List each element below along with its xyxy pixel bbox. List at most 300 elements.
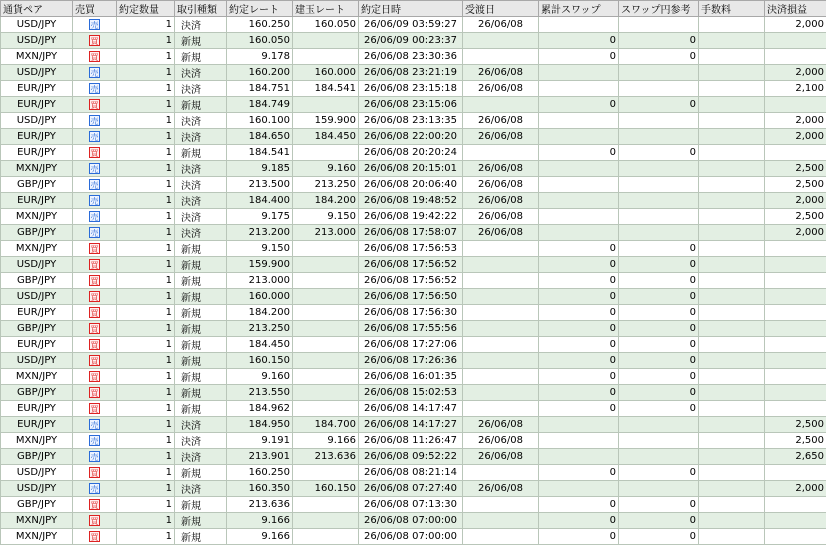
cell-side [73, 353, 117, 369]
cell-delivery: 26/06/08 [463, 113, 539, 129]
table-row[interactable] [1, 465, 826, 481]
cell-swap-ref [619, 81, 699, 97]
cell-pnl [765, 529, 826, 545]
buy-badge-icon: 買 [90, 532, 99, 542]
cell-type: 新規 [175, 49, 227, 65]
table-row[interactable] [1, 49, 826, 65]
cell-datetime: 26/06/08 14:17:27 [359, 417, 463, 433]
cell-pnl: 2,000 [765, 65, 826, 81]
cell-pos-rate [293, 385, 359, 401]
cell-qty: 1 [117, 257, 175, 273]
cell-fee [699, 161, 765, 177]
cell-pair: USD/JPY [1, 33, 73, 49]
cell-datetime: 26/06/08 08:21:14 [359, 465, 463, 481]
cell-side [73, 337, 117, 353]
table-row[interactable] [1, 305, 826, 321]
table-row[interactable] [1, 257, 826, 273]
sell-badge-icon: 売 [90, 68, 99, 78]
table-row[interactable] [1, 321, 826, 337]
cell-swap: 0 [539, 145, 619, 161]
table-row[interactable] [1, 241, 826, 257]
cell-datetime: 26/06/08 07:00:00 [359, 513, 463, 529]
header-fee[interactable]: 手数料 [699, 1, 765, 17]
cell-swap [539, 129, 619, 145]
cell-rate: 184.751 [227, 81, 293, 97]
cell-pnl [765, 97, 826, 113]
sell-badge-icon: 売 [90, 420, 99, 430]
cell-type: 新規 [175, 289, 227, 305]
cell-rate: 9.160 [227, 369, 293, 385]
cell-datetime: 26/06/08 14:17:47 [359, 401, 463, 417]
cell-swap: 0 [539, 385, 619, 401]
table-row[interactable] [1, 513, 826, 529]
cell-side [73, 193, 117, 209]
cell-fee [699, 385, 765, 401]
cell-pnl [765, 385, 826, 401]
cell-swap: 0 [539, 273, 619, 289]
cell-swap-ref [619, 177, 699, 193]
buy-badge-icon: 買 [90, 100, 99, 110]
cell-qty: 1 [117, 449, 175, 465]
table-row[interactable] [1, 481, 826, 497]
cell-pnl [765, 353, 826, 369]
cell-type: 新規 [175, 33, 227, 49]
cell-delivery [463, 529, 539, 545]
cell-pnl [765, 273, 826, 289]
table-row[interactable] [1, 129, 826, 145]
cell-pnl: 2,500 [765, 209, 826, 225]
table-row[interactable] [1, 113, 826, 129]
cell-side [73, 241, 117, 257]
table-row[interactable] [1, 81, 826, 97]
cell-datetime: 26/06/08 20:06:40 [359, 177, 463, 193]
cell-delivery [463, 385, 539, 401]
table-row[interactable] [1, 209, 826, 225]
sell-badge-icon: 売 [90, 180, 99, 190]
cell-delivery: 26/06/08 [463, 17, 539, 33]
cell-side [73, 257, 117, 273]
cell-delivery [463, 97, 539, 113]
cell-swap [539, 209, 619, 225]
cell-pos-rate: 184.200 [293, 193, 359, 209]
cell-datetime: 26/06/08 17:56:53 [359, 241, 463, 257]
table-row[interactable] [1, 65, 826, 81]
buy-badge-icon: 買 [90, 36, 99, 46]
cell-type: 新規 [175, 513, 227, 529]
cell-pnl [765, 241, 826, 257]
sell-badge-icon: 売 [90, 228, 99, 238]
header-swap[interactable]: 累計スワップ [539, 1, 619, 17]
cell-datetime: 26/06/08 23:21:19 [359, 65, 463, 81]
cell-delivery [463, 305, 539, 321]
cell-side [73, 273, 117, 289]
cell-pnl: 2,000 [765, 17, 826, 33]
cell-type: 決済 [175, 225, 227, 241]
cell-fee [699, 417, 765, 433]
buy-badge-icon: 買 [90, 468, 99, 478]
cell-swap: 0 [539, 529, 619, 545]
buy-badge-icon: 買 [90, 324, 99, 334]
cell-fee [699, 433, 765, 449]
cell-pnl [765, 513, 826, 529]
header-side[interactable]: 売買 [73, 1, 117, 17]
cell-fee [699, 465, 765, 481]
cell-swap: 0 [539, 257, 619, 273]
cell-pnl: 2,000 [765, 113, 826, 129]
cell-qty: 1 [117, 161, 175, 177]
cell-pnl [765, 257, 826, 273]
table-row[interactable] [1, 193, 826, 209]
cell-type: 決済 [175, 17, 227, 33]
cell-pos-rate: 213.000 [293, 225, 359, 241]
cell-type: 新規 [175, 257, 227, 273]
header-pair[interactable]: 通貨ペア [1, 1, 73, 17]
cell-qty: 1 [117, 65, 175, 81]
cell-qty: 1 [117, 193, 175, 209]
buy-badge-icon: 買 [90, 340, 99, 350]
table-row[interactable] [1, 177, 826, 193]
cell-swap [539, 417, 619, 433]
cell-fee [699, 497, 765, 513]
cell-rate: 213.901 [227, 449, 293, 465]
cell-pair: MXN/JPY [1, 209, 73, 225]
cell-qty: 1 [117, 81, 175, 97]
cell-side [73, 369, 117, 385]
cell-datetime: 26/06/08 17:56:30 [359, 305, 463, 321]
table-row[interactable] [1, 497, 826, 513]
cell-swap-ref: 0 [619, 145, 699, 161]
cell-pos-rate [293, 401, 359, 417]
cell-qty: 1 [117, 433, 175, 449]
cell-pair: GBP/JPY [1, 497, 73, 513]
table-row[interactable] [1, 401, 826, 417]
cell-fee [699, 209, 765, 225]
cell-fee [699, 65, 765, 81]
cell-swap [539, 81, 619, 97]
cell-rate: 184.749 [227, 97, 293, 113]
cell-fee [699, 49, 765, 65]
cell-type: 決済 [175, 81, 227, 97]
cell-swap: 0 [539, 321, 619, 337]
buy-badge-icon: 買 [90, 372, 99, 382]
cell-type: 決済 [175, 177, 227, 193]
cell-swap: 0 [539, 49, 619, 65]
cell-qty: 1 [117, 305, 175, 321]
cell-swap-ref: 0 [619, 241, 699, 257]
table-row[interactable] [1, 337, 826, 353]
cell-pnl: 2,650 [765, 449, 826, 465]
cell-qty: 1 [117, 385, 175, 401]
cell-qty: 1 [117, 289, 175, 305]
cell-swap-ref: 0 [619, 337, 699, 353]
cell-delivery [463, 353, 539, 369]
cell-fee [699, 289, 765, 305]
header-swap-ref[interactable]: スワップ円参考 [619, 1, 699, 17]
table-row[interactable] [1, 97, 826, 113]
cell-rate: 184.450 [227, 337, 293, 353]
sell-badge-icon: 売 [90, 196, 99, 206]
cell-qty: 1 [117, 145, 175, 161]
cell-swap-ref: 0 [619, 49, 699, 65]
table-row[interactable] [1, 433, 826, 449]
cell-datetime: 26/06/08 20:20:24 [359, 145, 463, 161]
cell-pos-rate: 184.450 [293, 129, 359, 145]
cell-rate: 160.200 [227, 65, 293, 81]
cell-swap-ref [619, 193, 699, 209]
cell-fee [699, 305, 765, 321]
cell-datetime: 26/06/08 15:02:53 [359, 385, 463, 401]
cell-qty: 1 [117, 529, 175, 545]
cell-datetime: 26/06/08 16:01:35 [359, 369, 463, 385]
cell-swap-ref [619, 417, 699, 433]
table-row[interactable] [1, 529, 826, 545]
cell-pos-rate: 9.150 [293, 209, 359, 225]
cell-side [73, 529, 117, 545]
cell-pnl: 2,500 [765, 177, 826, 193]
table-row[interactable] [1, 289, 826, 305]
header-qty[interactable]: 約定数量 [117, 1, 175, 17]
cell-type: 新規 [175, 305, 227, 321]
cell-datetime: 26/06/08 09:52:22 [359, 449, 463, 465]
cell-qty: 1 [117, 241, 175, 257]
cell-rate: 9.185 [227, 161, 293, 177]
table-row[interactable] [1, 33, 826, 49]
table-row[interactable] [1, 417, 826, 433]
cell-swap-ref: 0 [619, 33, 699, 49]
cell-swap-ref: 0 [619, 401, 699, 417]
table-row[interactable] [1, 369, 826, 385]
cell-side [73, 481, 117, 497]
cell-pos-rate [293, 49, 359, 65]
header-pnl[interactable]: 決済損益 [765, 1, 826, 17]
cell-pnl [765, 49, 826, 65]
cell-swap-ref [619, 481, 699, 497]
cell-pair: USD/JPY [1, 65, 73, 81]
cell-datetime: 26/06/08 17:26:36 [359, 353, 463, 369]
cell-pair: EUR/JPY [1, 129, 73, 145]
cell-pnl [765, 401, 826, 417]
cell-fee [699, 449, 765, 465]
cell-pos-rate [293, 289, 359, 305]
cell-delivery [463, 241, 539, 257]
cell-pnl: 2,000 [765, 481, 826, 497]
cell-swap [539, 449, 619, 465]
cell-type: 新規 [175, 273, 227, 289]
cell-delivery: 26/06/08 [463, 449, 539, 465]
table-row[interactable] [1, 225, 826, 241]
cell-pair: USD/JPY [1, 289, 73, 305]
sell-badge-icon: 売 [90, 484, 99, 494]
cell-type: 新規 [175, 385, 227, 401]
cell-delivery [463, 145, 539, 161]
cell-pair: USD/JPY [1, 481, 73, 497]
cell-pnl [765, 33, 826, 49]
cell-qty: 1 [117, 369, 175, 385]
table-row[interactable] [1, 145, 826, 161]
cell-side [73, 497, 117, 513]
cell-side [73, 305, 117, 321]
header-delivery[interactable]: 受渡日 [463, 1, 539, 17]
cell-fee [699, 513, 765, 529]
cell-swap-ref [619, 433, 699, 449]
cell-swap-ref [619, 449, 699, 465]
cell-delivery: 26/06/08 [463, 417, 539, 433]
cell-fee [699, 481, 765, 497]
cell-delivery: 26/06/08 [463, 177, 539, 193]
cell-pair: EUR/JPY [1, 401, 73, 417]
cell-type: 決済 [175, 65, 227, 81]
cell-pos-rate: 159.900 [293, 113, 359, 129]
table-row[interactable] [1, 161, 826, 177]
header-type[interactable]: 取引種類 [175, 1, 227, 17]
cell-swap [539, 17, 619, 33]
cell-qty: 1 [117, 353, 175, 369]
cell-swap [539, 193, 619, 209]
cell-rate: 213.550 [227, 385, 293, 401]
table-row[interactable] [1, 273, 826, 289]
cell-pnl [765, 289, 826, 305]
cell-type: 新規 [175, 337, 227, 353]
cell-rate: 184.541 [227, 145, 293, 161]
cell-side [73, 65, 117, 81]
cell-fee [699, 33, 765, 49]
cell-rate: 213.636 [227, 497, 293, 513]
cell-pnl: 2,500 [765, 433, 826, 449]
cell-swap [539, 481, 619, 497]
cell-rate: 160.100 [227, 113, 293, 129]
cell-swap: 0 [539, 369, 619, 385]
cell-type: 新規 [175, 97, 227, 113]
cell-rate: 213.000 [227, 273, 293, 289]
cell-pos-rate [293, 305, 359, 321]
cell-type: 新規 [175, 369, 227, 385]
cell-side [73, 49, 117, 65]
cell-type: 新規 [175, 529, 227, 545]
cell-fee [699, 113, 765, 129]
cell-type: 新規 [175, 321, 227, 337]
cell-delivery [463, 273, 539, 289]
cell-swap [539, 225, 619, 241]
table-row[interactable] [1, 353, 826, 369]
cell-swap-ref: 0 [619, 257, 699, 273]
cell-pos-rate [293, 497, 359, 513]
cell-pos-rate [293, 145, 359, 161]
cell-side [73, 177, 117, 193]
cell-pnl [765, 321, 826, 337]
table-row[interactable] [1, 385, 826, 401]
cell-side [73, 225, 117, 241]
cell-delivery [463, 337, 539, 353]
cell-type: 新規 [175, 497, 227, 513]
cell-type: 新規 [175, 401, 227, 417]
table-row[interactable] [1, 449, 826, 465]
cell-swap-ref: 0 [619, 497, 699, 513]
cell-side [73, 161, 117, 177]
cell-fee [699, 81, 765, 97]
buy-badge-icon: 買 [90, 516, 99, 526]
cell-rate: 160.000 [227, 289, 293, 305]
cell-swap: 0 [539, 497, 619, 513]
header-datetime[interactable]: 約定日時 [359, 1, 463, 17]
cell-fee [699, 257, 765, 273]
cell-datetime: 26/06/09 00:23:37 [359, 33, 463, 49]
cell-delivery [463, 257, 539, 273]
buy-badge-icon: 買 [90, 356, 99, 366]
header-row [1, 1, 826, 17]
sell-badge-icon: 売 [90, 116, 99, 126]
cell-side [73, 289, 117, 305]
buy-badge-icon: 買 [90, 260, 99, 270]
cell-swap: 0 [539, 513, 619, 529]
cell-delivery: 26/06/08 [463, 433, 539, 449]
cell-side [73, 113, 117, 129]
buy-badge-icon: 買 [90, 388, 99, 398]
cell-pnl: 2,500 [765, 161, 826, 177]
cell-pos-rate: 160.000 [293, 65, 359, 81]
sell-badge-icon: 売 [90, 212, 99, 222]
cell-fee [699, 97, 765, 113]
cell-datetime: 26/06/08 07:00:00 [359, 529, 463, 545]
sell-badge-icon: 売 [90, 20, 99, 30]
cell-qty: 1 [117, 129, 175, 145]
cell-qty: 1 [117, 33, 175, 49]
cell-swap-ref: 0 [619, 465, 699, 481]
cell-fee [699, 273, 765, 289]
cell-delivery: 26/06/08 [463, 129, 539, 145]
cell-qty: 1 [117, 49, 175, 65]
cell-pair: GBP/JPY [1, 449, 73, 465]
cell-qty: 1 [117, 273, 175, 289]
cell-pos-rate [293, 257, 359, 273]
cell-pnl: 2,000 [765, 193, 826, 209]
cell-side [73, 449, 117, 465]
cell-delivery: 26/06/08 [463, 481, 539, 497]
cell-side [73, 129, 117, 145]
cell-swap-ref: 0 [619, 369, 699, 385]
cell-swap-ref [619, 161, 699, 177]
cell-type: 決済 [175, 417, 227, 433]
cell-swap: 0 [539, 289, 619, 305]
table-row[interactable] [1, 17, 826, 33]
cell-delivery [463, 49, 539, 65]
cell-qty: 1 [117, 337, 175, 353]
cell-rate: 9.178 [227, 49, 293, 65]
cell-type: 決済 [175, 433, 227, 449]
cell-type: 決済 [175, 161, 227, 177]
cell-rate: 159.900 [227, 257, 293, 273]
cell-qty: 1 [117, 497, 175, 513]
header-pos-rate[interactable]: 建玉レート [293, 1, 359, 17]
cell-pair: EUR/JPY [1, 193, 73, 209]
cell-fee [699, 353, 765, 369]
cell-side [73, 385, 117, 401]
header-rate[interactable]: 約定レート [227, 1, 293, 17]
cell-pair: USD/JPY [1, 353, 73, 369]
cell-swap: 0 [539, 241, 619, 257]
cell-rate: 213.200 [227, 225, 293, 241]
cell-datetime: 26/06/08 19:42:22 [359, 209, 463, 225]
cell-fee [699, 193, 765, 209]
cell-pnl [765, 369, 826, 385]
cell-qty: 1 [117, 417, 175, 433]
cell-swap-ref [619, 129, 699, 145]
cell-pair: MXN/JPY [1, 241, 73, 257]
cell-pos-rate: 160.050 [293, 17, 359, 33]
cell-side [73, 321, 117, 337]
cell-swap-ref [619, 113, 699, 129]
cell-pair: GBP/JPY [1, 273, 73, 289]
cell-type: 決済 [175, 449, 227, 465]
